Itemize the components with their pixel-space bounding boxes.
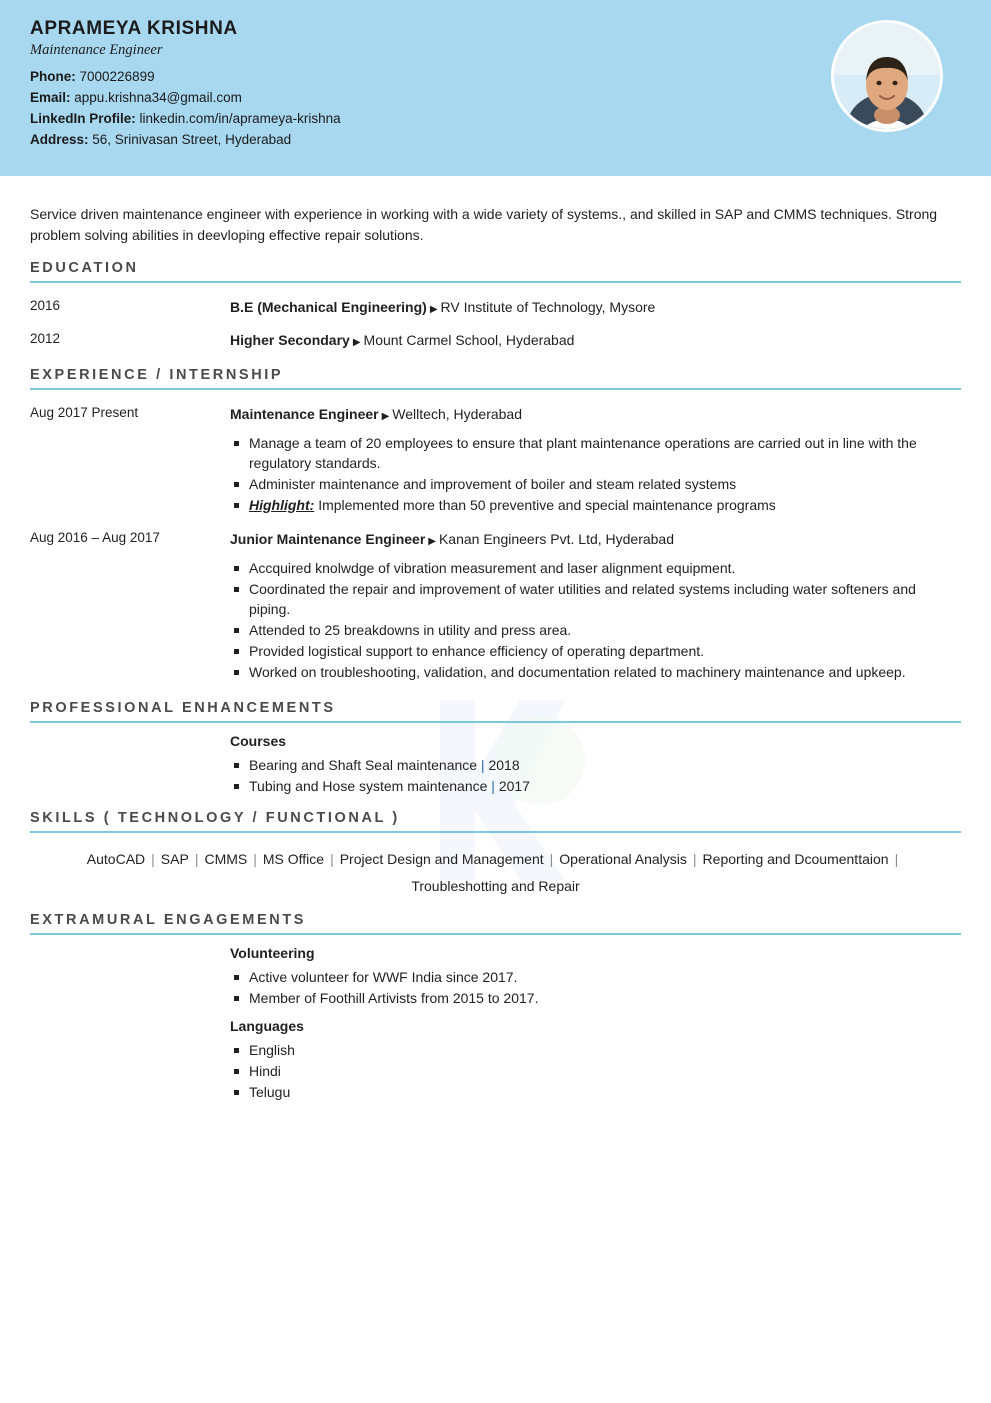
list-item: Telugu — [230, 1082, 961, 1102]
skill-item: MS Office — [262, 850, 325, 867]
section-title-experience: EXPERIENCE / INTERNSHIP — [30, 367, 284, 383]
list-item: Hindi — [230, 1061, 961, 1081]
skills-line-1 — [30, 839, 961, 874]
section-divider-skills — [30, 831, 961, 833]
list-item: Provided logistical support to enhance efficiency of operating department. — [230, 641, 961, 661]
list-item: English — [230, 1040, 961, 1060]
skill-item: AutoCAD — [86, 850, 146, 867]
skill-separator: | — [894, 850, 899, 867]
course-year: 2017 — [498, 778, 530, 794]
education-degree: Higher Secondary — [230, 332, 350, 348]
experience-role: Maintenance Engineer — [230, 406, 379, 422]
experience-date: Aug 2017 Present — [30, 405, 139, 420]
resume-header — [0, 0, 991, 176]
skill-item: Reporting and Dcoumenttaion — [702, 850, 889, 867]
section-divider-education — [30, 281, 961, 283]
arrow-icon: ▶ — [352, 337, 361, 348]
list-item: Active volunteer for WWF India since 2017. — [230, 967, 961, 987]
education-institute: Mount Carmel School, Hyderabad — [363, 332, 575, 348]
experience-bullets — [230, 558, 961, 682]
list-item: Accquired knolwdge of vibration measurement and laser alignment equipment. — [230, 558, 961, 578]
contact-email-label: Email: — [30, 90, 71, 105]
education-detail — [230, 289, 961, 320]
courses-block — [230, 733, 961, 796]
list-item-highlight — [230, 495, 961, 515]
section-divider-professional-enhancements — [30, 721, 961, 723]
education-row — [30, 322, 961, 353]
highlight-text: Implemented more than 50 preventive and special maintenance programs — [314, 497, 776, 513]
languages-heading: Languages — [230, 1017, 304, 1034]
arrow-icon: ▶ — [428, 536, 436, 547]
list-item: Coordinated the repair and improvement of water utilities and related systems including water softeners and piping. — [230, 579, 961, 619]
experience-role: Junior Maintenance Engineer — [230, 531, 426, 547]
course-name: Bearing and Shaft Seal maintenance — [249, 757, 478, 773]
skill-item: Operational Analysis — [559, 850, 687, 867]
volunteering-list — [230, 967, 961, 1008]
section-title-education: EDUCATION — [30, 260, 139, 276]
section-divider-extramural — [30, 933, 961, 935]
experience-row — [30, 521, 961, 686]
section-title-skills: SKILLS ( TECHNOLOGY / FUNCTIONAL ) — [30, 810, 400, 826]
list-item: Administer maintenance and improvement of boiler and steam related systems — [230, 474, 961, 494]
courses-heading: Courses — [230, 733, 287, 749]
courses-list — [230, 755, 961, 796]
skill-item: SAP — [160, 850, 189, 867]
avatar — [831, 20, 943, 132]
experience-row — [30, 396, 961, 519]
skill-separator: | — [253, 850, 257, 867]
education-degree: B.E (Mechanical Engineering) — [230, 299, 427, 315]
experience-date: Aug 2016 – Aug 2017 — [30, 530, 160, 545]
education-row — [30, 289, 961, 320]
skill-separator: | — [194, 850, 199, 867]
list-item — [230, 755, 961, 775]
candidate-job-title: Maintenance Engineer — [30, 42, 163, 58]
skills-line-2: Troubleshotting and Repair — [411, 877, 580, 894]
experience-company: Kanan Engineers Pvt. Ltd, Hyderabad — [438, 531, 675, 547]
course-separator: | — [487, 778, 499, 794]
skill-separator: | — [330, 850, 334, 867]
list-item: Member of Foothill Artivists from 2015 to 2017. — [230, 988, 961, 1008]
languages-list — [230, 1040, 961, 1102]
education-detail — [230, 322, 961, 353]
extramural-block — [230, 945, 961, 1102]
volunteering-heading: Volunteering — [230, 944, 315, 961]
contact-phone — [30, 66, 961, 87]
course-year: 2018 — [488, 757, 520, 773]
education-date: 2016 — [30, 298, 61, 313]
section-title-extramural: EXTRAMURAL ENGAGEMENTS — [30, 911, 307, 928]
contact-address — [30, 129, 961, 150]
contact-email-value[interactable]: appu.krishna34@gmail.com — [74, 90, 242, 105]
list-item: Attended to 25 breakdowns in utility and press area. — [230, 620, 961, 640]
contact-linkedin — [30, 108, 961, 129]
arrow-icon: ▶ — [429, 304, 438, 315]
contact-address-value: 56, Srinivasan Street, Hyderabad — [92, 132, 292, 147]
education-institute: RV Institute of Technology, Mysore — [440, 299, 656, 315]
contact-linkedin-label: LinkedIn Profile: — [30, 111, 136, 126]
skill-separator: | — [692, 850, 697, 867]
skill-separator: | — [151, 850, 155, 867]
experience-detail — [230, 521, 961, 686]
course-name: Tubing and Hose system maintenance — [249, 778, 488, 794]
skill-item: Project Design and Management — [339, 850, 544, 867]
contact-linkedin-value[interactable]: linkedin.com/in/aprameya-krishna — [139, 111, 341, 126]
experience-detail — [230, 396, 961, 519]
contact-address-label: Address: — [30, 132, 89, 147]
contact-email — [30, 87, 961, 108]
course-separator: | — [477, 757, 489, 773]
education-date: 2012 — [30, 331, 61, 346]
profile-photo-icon — [834, 23, 940, 129]
skill-separator: | — [549, 850, 554, 867]
highlight-label: Highlight: — [249, 497, 315, 513]
contact-phone-label: Phone: — [30, 69, 76, 84]
candidate-name: APRAMEYA KRISHNA — [30, 18, 238, 39]
list-item: Worked on troubleshooting, validation, and documentation related to machinery maintenance and upkeep. — [230, 662, 961, 682]
contact-phone-value: 7000226899 — [79, 69, 155, 84]
list-item — [230, 776, 961, 796]
list-item: Manage a team of 20 employees to ensure that plant maintenance operations are carried out in line with the regulatory standards. — [230, 433, 961, 473]
professional-summary: Service driven maintenance engineer with experience in working with a wide variety of systems., and skilled in SAP and CMMS techniques. Strong problem solving abilities in deevloping effective repair solutions. — [30, 206, 938, 243]
experience-bullets — [230, 433, 961, 515]
section-title-professional-enhancements: PROFESSIONAL ENHANCEMENTS — [30, 700, 336, 716]
skill-item: CMMS — [204, 850, 248, 867]
experience-company: Welltech, Hyderabad — [392, 406, 522, 422]
arrow-icon: ▶ — [381, 411, 390, 422]
section-divider-experience — [30, 388, 961, 390]
